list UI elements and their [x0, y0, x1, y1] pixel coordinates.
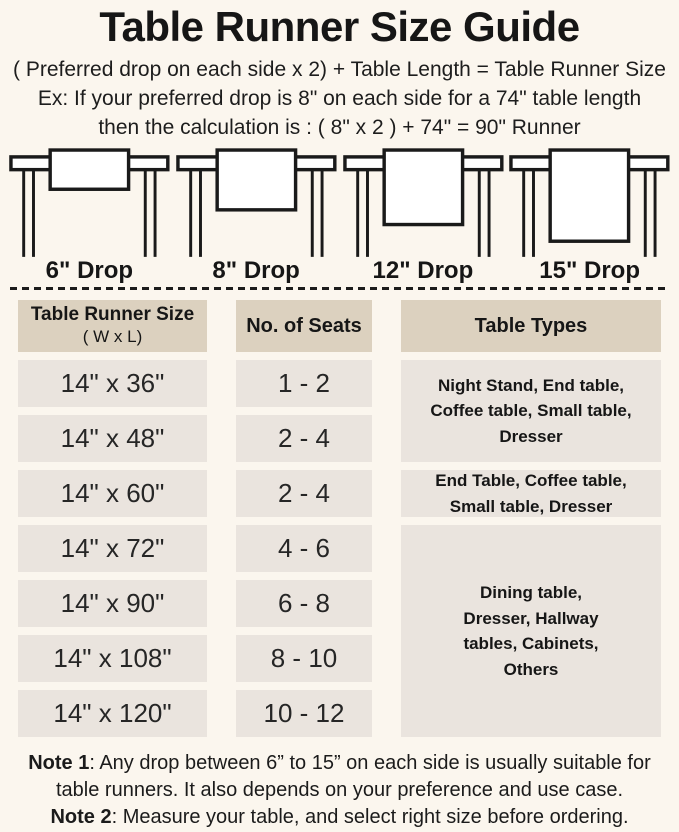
note-2-text: : Measure your table, and select right size before ordering.: [111, 806, 629, 829]
note-1-text: : Any drop between 6” to 15” on each side is usually suitable for table runners. It also depends on your preference and use case.: [55, 752, 651, 802]
table-types-cell: [401, 470, 661, 517]
note-1-label: Note 1: [28, 752, 90, 774]
table-types-text: Night Stand, End table, Coffee table, Small table, Dresser: [430, 375, 632, 446]
drop-label: 12" Drop: [372, 257, 474, 284]
runner-size-cell: 14" x 48": [18, 415, 207, 462]
header-seats: No. of Seats: [236, 300, 372, 352]
note-2: [5, 804, 674, 831]
table-types-text: Dining table, Dresser, Hallway tables, Cabinets, Others: [463, 583, 599, 679]
runner-size-cell: 14" x 120": [18, 690, 207, 737]
header-table-types: Table Types: [401, 300, 661, 352]
note-1: [5, 750, 674, 804]
note-2-label: Note 2: [50, 806, 112, 829]
table-runner-illustration: [8, 147, 171, 257]
seats-cell: 2 - 4: [236, 470, 372, 517]
header-runner-size-line1: Table Runner Size: [30, 304, 195, 326]
runner-size-cell: 14" x 72": [18, 525, 207, 572]
drop-label: 8" Drop: [212, 257, 300, 284]
example-line-1: Ex: If your preferred drop is 8" on each side for a 74" table length: [37, 87, 642, 110]
header-runner-size: [18, 300, 207, 352]
drop-figure: [342, 147, 505, 285]
seats-cell: 1 - 2: [236, 360, 372, 407]
seats-cell: 4 - 6: [236, 525, 372, 572]
notes: [0, 750, 679, 832]
page-title-text: Table Runner Size Guide: [99, 3, 580, 50]
table-types-cell: [401, 360, 661, 462]
drop-label: 6" Drop: [45, 257, 134, 284]
page-title: [0, 0, 679, 51]
seats-cell: 6 - 8: [236, 580, 372, 627]
runner-size-cell: 14" x 60": [18, 470, 207, 517]
table-runner-illustration: [175, 147, 338, 257]
table-runner-illustration: [508, 147, 671, 257]
size-table: [0, 300, 679, 737]
dashed-divider: [10, 287, 669, 290]
table-runner-illustration: [342, 147, 505, 257]
drop-figure: [175, 147, 338, 285]
runner-size-cell: 14" x 90": [18, 580, 207, 627]
drop-figure: [8, 147, 171, 285]
header-runner-size-line2: ( W x L): [82, 327, 143, 347]
drop-illustrations: [0, 140, 679, 285]
drop-label: 15" Drop: [539, 257, 640, 284]
example-line-2: then the calculation is : ( 8" x 2 ) + 74" = 90" Runner: [98, 116, 581, 139]
table-types-cell: [401, 525, 661, 737]
runner-size-cell: 14" x 36": [18, 360, 207, 407]
formula-text: ( Preferred drop on each side x 2) + Table Length = Table Runner Size: [13, 58, 666, 81]
seats-cell: 10 - 12: [236, 690, 372, 737]
seats-cell: 2 - 4: [236, 415, 372, 462]
seats-cell: 8 - 10: [236, 635, 372, 682]
runner-size-cell: 14" x 108": [18, 635, 207, 682]
table-types-text: End Table, Coffee table, Small table, Dresser: [435, 471, 627, 516]
drop-figure: [508, 147, 671, 285]
